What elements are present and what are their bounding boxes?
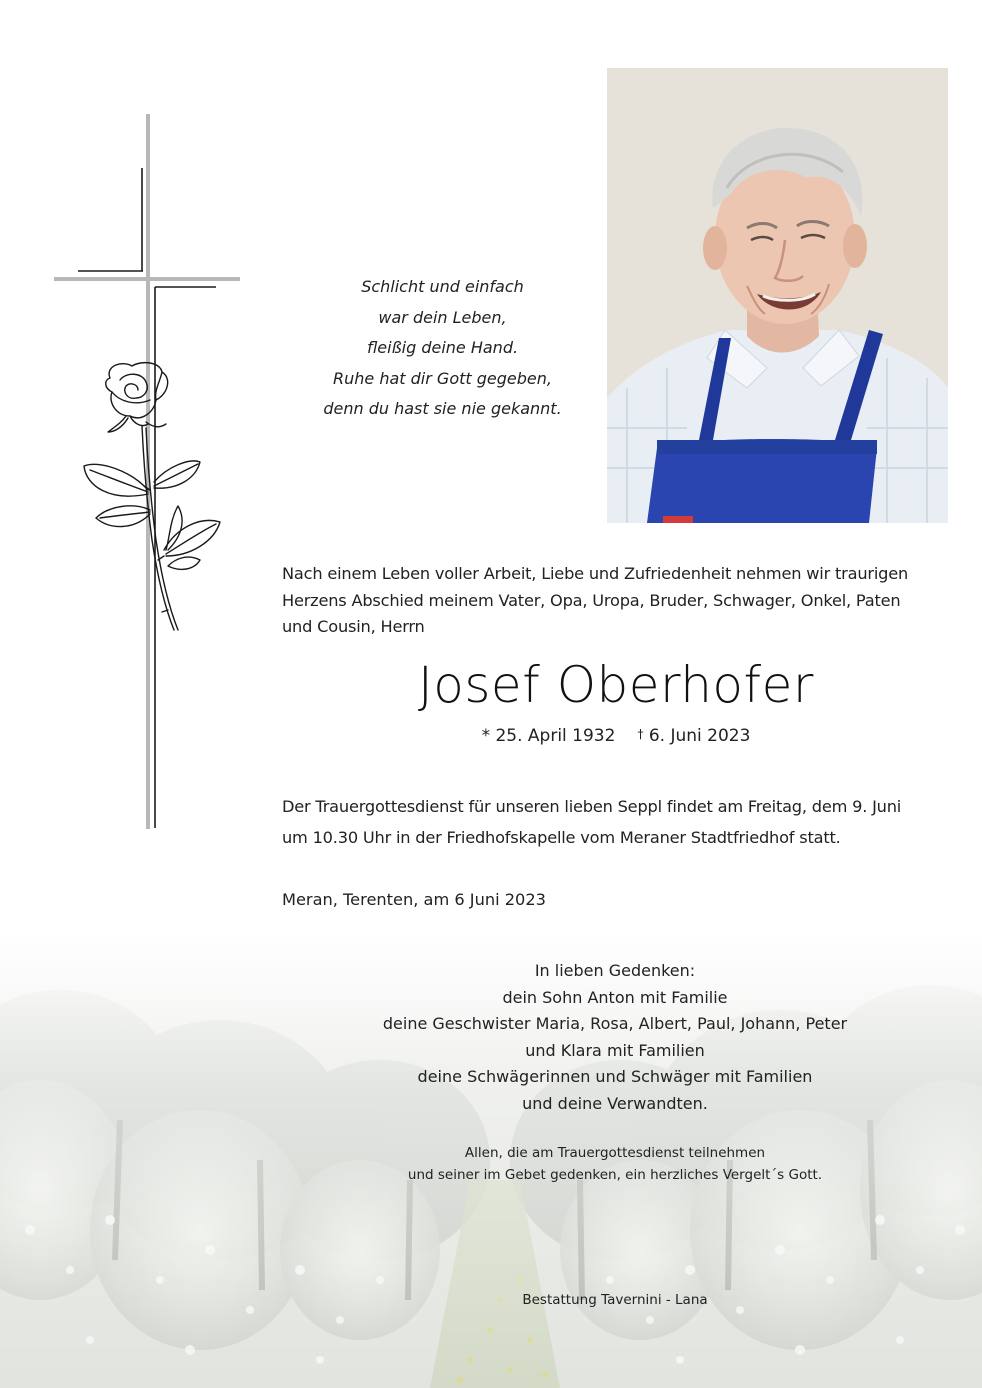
deceased-name: Josef Oberhofer — [418, 656, 814, 714]
thanks-note — [280, 1142, 950, 1186]
mourners-line: dein Sohn Anton mit Familie — [502, 987, 728, 1007]
poem-line: Schlicht und einfach — [361, 277, 524, 296]
poem-line: denn du hast sie nie gekannt. — [323, 399, 562, 418]
intro-line: Nach einem Leben voller Arbeit, Liebe und Zufriedenheit nehmen wir traurigen — [282, 564, 909, 583]
cross-with-rose-icon — [50, 110, 250, 840]
intro-line: und Cousin, Herrn — [282, 617, 425, 636]
thanks-line: Allen, die am Trauergottesdienst teilnehmen — [464, 1145, 766, 1161]
death-date: 6. Juni 2023 — [648, 726, 751, 746]
service-line: um 10.30 Uhr in der Friedhofskapelle vom Meraner Stadtfriedhof statt. — [282, 827, 841, 847]
rose-icon — [84, 363, 220, 630]
life-dates — [400, 726, 832, 746]
cross-horizontal-beam — [54, 277, 240, 281]
poem — [290, 272, 595, 425]
poem-line: fleißig deine Hand. — [366, 338, 519, 357]
birth-date: * 25. April 1932 — [481, 726, 616, 746]
intro-line: Herzens Abschied meinem Vater, Opa, Uropa, Bruder, Schwager, Onkel, Paten — [282, 590, 901, 610]
mourners-list — [280, 958, 950, 1117]
thanks-line: und seiner im Gebet gedenken, ein herzliches Vergelt´s Gott. — [407, 1167, 823, 1183]
intro-text — [282, 561, 952, 641]
poem-line: war dein Leben, — [378, 307, 507, 327]
mourners-line: deine Schwägerinnen und Schwäger mit Familien — [417, 1067, 813, 1086]
mourners-line: In lieben Gedenken: — [534, 961, 696, 980]
mourners-line: deine Geschwister Maria, Rosa, Albert, Paul, Johann, Peter — [382, 1014, 848, 1033]
poem-line: Ruhe hat dir Gott gegeben, — [333, 368, 552, 388]
mourners-line: und Klara mit Familien — [525, 1040, 705, 1060]
service-line: Der Trauergottesdienst für unseren lieben Seppl findet am Freitag, dem 9. Juni — [282, 797, 902, 816]
place-date: Meran, Terenten, am 6 Juni 2023 — [282, 890, 546, 909]
dagger-icon: † — [637, 727, 644, 741]
funeral-home: Bestattung Tavernini - Lana — [522, 1292, 708, 1308]
mourners-line: und deine Verwandten. — [522, 1093, 708, 1113]
portrait-photo — [607, 68, 948, 523]
service-info — [282, 792, 952, 853]
